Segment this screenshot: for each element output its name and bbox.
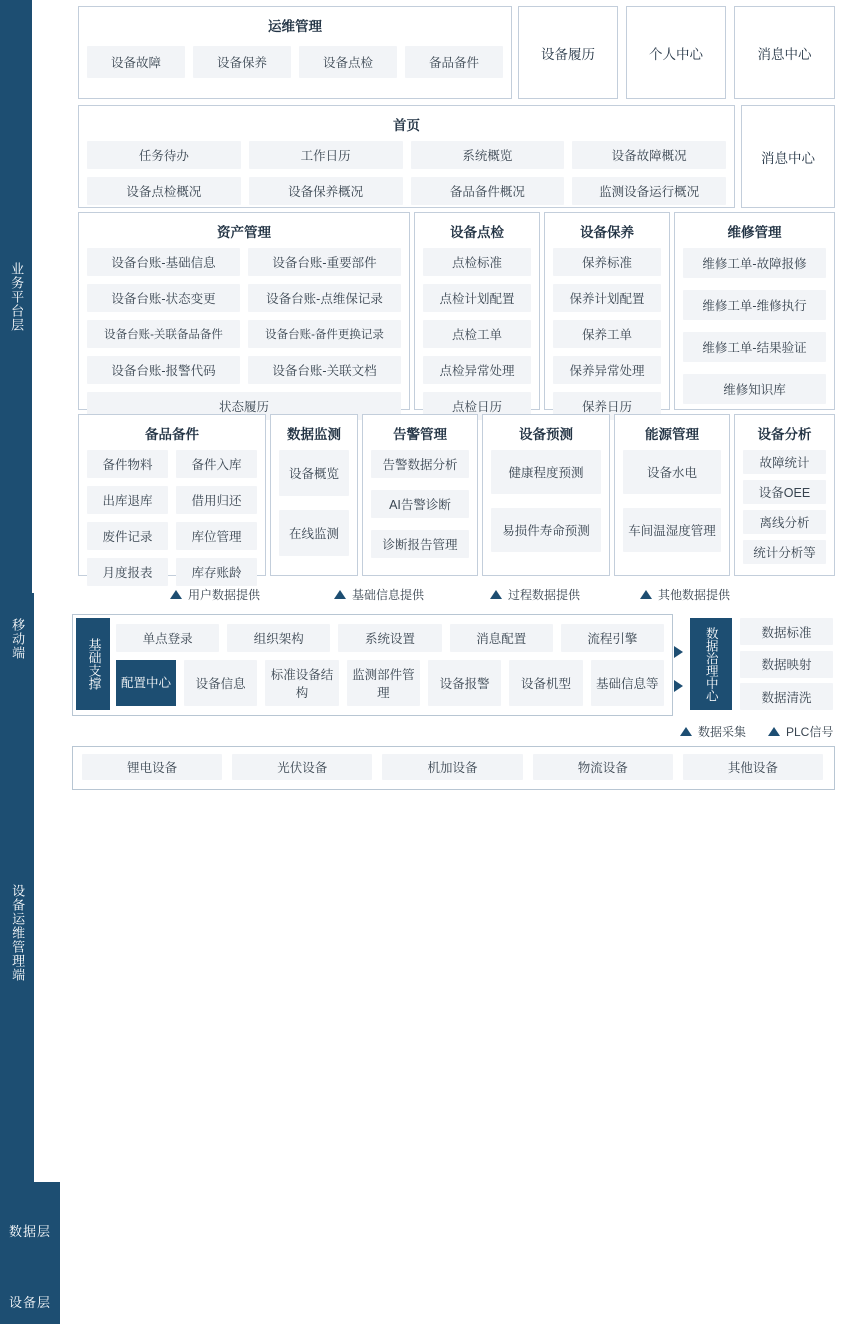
asset-row-4: [79, 356, 409, 392]
monitor-row-1: [271, 510, 357, 564]
home-item-4[interactable]: 设备点检概况: [87, 177, 241, 205]
maintain-item-2[interactable]: 保养工单: [553, 320, 661, 348]
maintain-row-3: [545, 356, 669, 392]
support-bottom-3[interactable]: 设备报警: [428, 660, 501, 706]
home-item-3[interactable]: 设备故障概况: [572, 141, 726, 169]
group-home: [78, 105, 735, 208]
maintain-row-0: [545, 248, 669, 284]
repair-item-0[interactable]: 维修工单-故障报修: [683, 248, 826, 278]
mobile-side-item-0[interactable]: 设备履历: [518, 6, 618, 99]
asset-row-2: [79, 284, 409, 320]
support-top-1[interactable]: 组织架构: [227, 624, 330, 652]
inspection-item-3[interactable]: 点检异常处理: [423, 356, 531, 384]
energy-row-1: [615, 508, 729, 560]
flow-user-data: [170, 586, 260, 603]
group-mobile-ops-items: [79, 42, 511, 86]
layer-label-business-text: 业务平台层: [9, 261, 25, 332]
home-message-center[interactable]: 消息中心: [741, 105, 835, 208]
layer-label-business: [0, 0, 32, 593]
group-inspection-title: 设备点检: [450, 225, 504, 240]
flow-collect-label: 数据采集: [698, 725, 747, 739]
device-layer-items: [82, 754, 823, 780]
device-item-0[interactable]: 锂电设备: [82, 754, 222, 780]
maintain-item-1[interactable]: 保养计划配置: [553, 284, 661, 312]
spare-row-0: [79, 450, 265, 486]
spare-item-1[interactable]: 备件入库: [176, 450, 257, 478]
monitor-item-1[interactable]: 在线监测: [279, 510, 349, 556]
governance-item-1[interactable]: 数据映射: [740, 651, 833, 678]
predict-item-0[interactable]: 健康程度预测: [491, 450, 601, 494]
home-item-5[interactable]: 设备保养概况: [249, 177, 403, 205]
governance-items: [740, 618, 833, 710]
mobile-side-label-text: 移动端: [10, 617, 26, 660]
monitor-item-0[interactable]: 设备概览: [279, 450, 349, 496]
group-energy: [614, 414, 730, 576]
support-bottom-2[interactable]: 监测部件管理: [347, 660, 420, 706]
group-predict-title: 设备预测: [519, 427, 573, 442]
inspection-row-1: [415, 284, 539, 320]
maintain-item-3[interactable]: 保养异常处理: [553, 356, 661, 384]
inspection-row-3: [415, 356, 539, 392]
analysis-row-2: [735, 510, 834, 540]
group-maintain: [544, 212, 670, 414]
governance-center[interactable]: [690, 618, 732, 710]
group-alarm-title: 告警管理: [393, 427, 447, 442]
predict-item-1[interactable]: 易损件寿命预测: [491, 508, 601, 552]
support-bottom-5[interactable]: 基础信息等: [591, 660, 664, 706]
support-bottom-0[interactable]: 设备信息: [184, 660, 257, 706]
home-item-2[interactable]: 系统概览: [411, 141, 565, 169]
governance-center-text: 数据治理中心: [704, 626, 719, 702]
arrow-up-icon: [170, 590, 182, 599]
alarm-row-1: [363, 490, 477, 530]
group-alarm: [362, 414, 478, 576]
asset-item-0[interactable]: 设备台账-基础信息: [87, 248, 240, 276]
asset-item-6[interactable]: 设备台账-报警代码: [87, 356, 240, 384]
monitor-row-0: [271, 450, 357, 510]
alarm-item-2[interactable]: 诊断报告管理: [371, 530, 469, 558]
alarm-item-1[interactable]: AI告警诊断: [371, 490, 469, 518]
arrow-up-icon: [768, 727, 780, 736]
group-spare: [78, 414, 266, 580]
group-mobile-ops: [78, 6, 512, 99]
analysis-row-3: [735, 540, 834, 572]
arrow-right-icon-bottom: [674, 680, 683, 692]
alarm-item-0[interactable]: 告警数据分析: [371, 450, 469, 478]
spare-item-6[interactable]: 月度报表: [87, 558, 168, 586]
arrow-right-icon-top: [674, 646, 683, 658]
arrow-up-icon: [640, 590, 652, 599]
group-inspection: [414, 212, 540, 414]
arrow-up-icon: [490, 590, 502, 599]
flow-process-data: [490, 586, 580, 603]
group-spare-title: 备品备件: [145, 427, 199, 442]
home-row-2: [79, 177, 734, 213]
energy-item-0[interactable]: 设备水电: [623, 450, 721, 494]
asset-item-7[interactable]: 设备台账-关联文档: [248, 356, 401, 384]
asset-row-3: [79, 320, 409, 356]
analysis-row-1: [735, 480, 834, 510]
flow-basic-info: [334, 586, 424, 603]
spare-item-4[interactable]: 废件记录: [87, 522, 168, 550]
maintain-item-4[interactable]: 保养日历: [553, 392, 661, 420]
mobile-ops-item-3[interactable]: 备品备件: [405, 46, 503, 78]
maintain-row-2: [545, 320, 669, 356]
support-top-row: [116, 624, 664, 652]
mobile-side-item-1[interactable]: 个人中心: [626, 6, 726, 99]
asset-item-2[interactable]: 设备台账-状态变更: [87, 284, 240, 312]
mobile-side-label: [0, 593, 34, 684]
inspection-item-1[interactable]: 点检计划配置: [423, 284, 531, 312]
ops-side-label-text: 设备运维管理端: [10, 884, 26, 982]
mobile-ops-item-0[interactable]: 设备故障: [87, 46, 185, 78]
asset-item-8[interactable]: 状态履历: [87, 392, 401, 420]
home-item-1[interactable]: 工作日历: [249, 141, 403, 169]
spare-row-2: [79, 522, 265, 558]
device-item-4[interactable]: 其他设备: [683, 754, 823, 780]
asset-item-1[interactable]: 设备台账-重要部件: [248, 248, 401, 276]
group-asset-title: 资产管理: [217, 225, 271, 240]
flow-other-data: [640, 586, 730, 603]
repair-item-3[interactable]: 维修知识库: [683, 374, 826, 404]
alarm-row-0: [363, 450, 477, 490]
group-maintain-title: 设备保养: [580, 225, 634, 240]
spare-row-1: [79, 486, 265, 522]
analysis-item-1[interactable]: 设备OEE: [743, 480, 826, 504]
device-item-3[interactable]: 物流设备: [533, 754, 673, 780]
flow-user-data-label: 用户数据提供: [188, 588, 261, 602]
predict-row-0: [483, 450, 609, 508]
mobile-side-item-2[interactable]: 消息中心: [734, 6, 835, 99]
inspection-item-4[interactable]: 点检日历: [423, 392, 531, 420]
spare-item-7[interactable]: 库存账龄: [176, 558, 257, 586]
repair-item-1[interactable]: 维修工单-维修执行: [683, 290, 826, 320]
support-bottom-1[interactable]: 标准设备结构: [265, 660, 338, 706]
support-label: [76, 618, 110, 710]
group-mobile-ops-title: 运维管理: [268, 19, 322, 34]
asset-item-5[interactable]: 设备台账-备件更换记录: [248, 320, 401, 348]
arrow-up-icon: [334, 590, 346, 599]
group-repair-title: 维修管理: [727, 225, 782, 240]
group-monitor: [270, 414, 358, 576]
group-asset: [78, 212, 410, 414]
analysis-row-0: [735, 450, 834, 480]
group-monitor-title: 数据监测: [287, 427, 341, 442]
config-center[interactable]: 配置中心: [116, 660, 176, 706]
support-bottom-row: [116, 660, 664, 706]
support-bottom-4[interactable]: 设备机型: [509, 660, 582, 706]
maintain-item-0[interactable]: 保养标准: [553, 248, 661, 276]
repair-row-3: [675, 374, 834, 412]
ops-side-label: [0, 684, 34, 1182]
analysis-item-2[interactable]: 离线分析: [743, 510, 826, 534]
asset-item-3[interactable]: 设备台账-点维保记录: [248, 284, 401, 312]
repair-row-1: [675, 290, 834, 332]
group-home-title: 首页: [393, 118, 420, 133]
layer-label-data: [0, 1182, 60, 1282]
predict-row-1: [483, 508, 609, 560]
inspection-row-2: [415, 320, 539, 356]
flow-other-data-label: 其他数据提供: [658, 588, 731, 602]
group-energy-title: 能源管理: [645, 427, 699, 442]
analysis-item-3[interactable]: 统计分析等: [743, 540, 826, 564]
energy-row-0: [615, 450, 729, 508]
device-item-2[interactable]: 机加设备: [382, 754, 522, 780]
maintain-row-1: [545, 284, 669, 320]
inspection-item-2[interactable]: 点检工单: [423, 320, 531, 348]
home-row-1: [79, 141, 734, 177]
support-top-0[interactable]: 单点登录: [116, 624, 219, 652]
support-top-2[interactable]: 系统设置: [338, 624, 441, 652]
group-repair: [674, 212, 835, 410]
flow-plc: [768, 723, 833, 740]
arrow-up-icon: [680, 727, 692, 736]
home-item-6[interactable]: 备品备件概况: [411, 177, 565, 205]
spare-item-3[interactable]: 借用归还: [176, 486, 257, 514]
group-predict: [482, 414, 610, 576]
repair-item-2[interactable]: 维修工单-结果验证: [683, 332, 826, 362]
support-label-text: 基础支撑: [86, 638, 102, 690]
analysis-item-0[interactable]: 故障统计: [743, 450, 826, 474]
group-analysis-title: 设备分析: [757, 427, 812, 442]
mobile-ops-item-2[interactable]: 设备点检: [299, 46, 397, 78]
layer-label-data-text: 数据层: [8, 1223, 51, 1239]
asset-row-1: [79, 248, 409, 284]
support-top-4[interactable]: 流程引擎: [561, 624, 664, 652]
governance-item-0[interactable]: 数据标准: [740, 618, 833, 645]
flow-process-data-label: 过程数据提供: [508, 588, 581, 602]
energy-item-1[interactable]: 车间温湿度管理: [623, 508, 721, 552]
flow-plc-label: PLC信号: [786, 725, 834, 739]
repair-row-2: [675, 332, 834, 374]
spare-item-0[interactable]: 备件物料: [87, 450, 168, 478]
alarm-row-2: [363, 530, 477, 566]
support-top-3[interactable]: 消息配置: [450, 624, 553, 652]
flow-collect: [680, 723, 746, 740]
home-item-7[interactable]: 监测设备运行概况: [572, 177, 726, 205]
layer-label-device: [0, 1282, 60, 1324]
device-item-1[interactable]: 光伏设备: [232, 754, 372, 780]
layer-label-device-text: 设备层: [8, 1294, 51, 1310]
asset-item-4[interactable]: 设备台账-关联备品备件: [87, 320, 240, 348]
inspection-row-0: [415, 248, 539, 284]
spare-item-2[interactable]: 出库退库: [87, 486, 168, 514]
flow-basic-info-label: 基础信息提供: [352, 588, 425, 602]
mobile-ops-item-1[interactable]: 设备保养: [193, 46, 291, 78]
spare-item-5[interactable]: 库位管理: [176, 522, 257, 550]
group-analysis: [734, 414, 835, 576]
home-item-0[interactable]: 任务待办: [87, 141, 241, 169]
repair-row-0: [675, 248, 834, 290]
inspection-item-0[interactable]: 点检标准: [423, 248, 531, 276]
governance-item-2[interactable]: 数据清洗: [740, 683, 833, 710]
